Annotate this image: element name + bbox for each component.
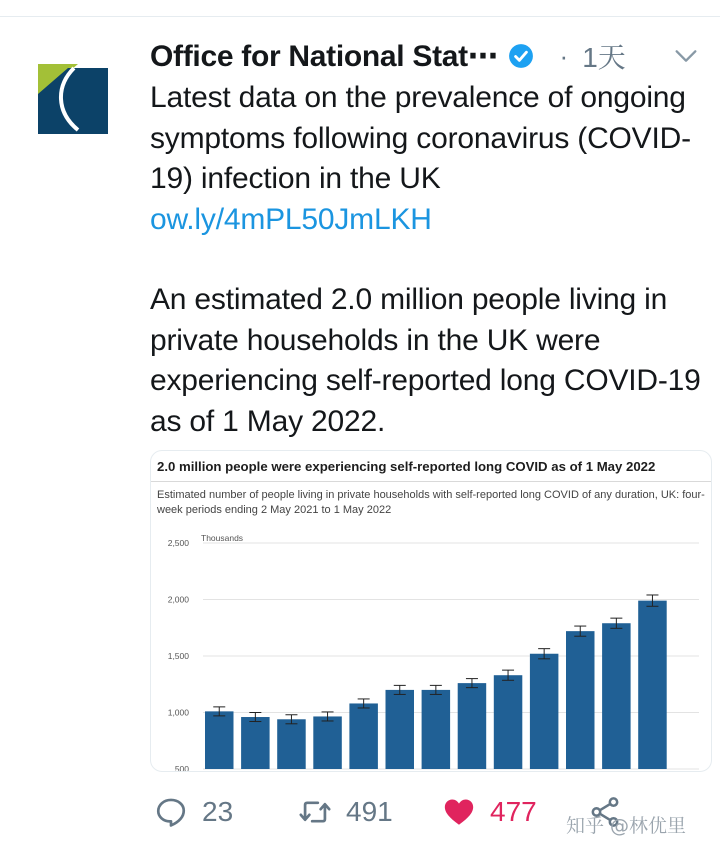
like-button[interactable] bbox=[442, 790, 537, 834]
bar bbox=[386, 690, 415, 769]
bar bbox=[458, 683, 487, 769]
y-tick-label: 1,500 bbox=[167, 651, 189, 661]
y-tick-label: 500 bbox=[174, 764, 189, 771]
y-unit-label: Thousands bbox=[201, 533, 244, 543]
bar bbox=[566, 631, 595, 769]
tweet-text bbox=[150, 78, 715, 442]
ons-logo-avatar[interactable] bbox=[38, 64, 108, 134]
heart-icon bbox=[442, 795, 476, 829]
separator-dot: · bbox=[559, 40, 569, 71]
reply-button[interactable] bbox=[154, 790, 233, 834]
chevron-down-icon[interactable] bbox=[672, 42, 700, 70]
tweet-link[interactable]: ow.ly/4mPL50JmLKH bbox=[150, 202, 432, 236]
like-count: 477 bbox=[490, 796, 537, 827]
bar bbox=[602, 623, 631, 769]
chart-subtitle: Estimated number of people living in private households with self-reported long COVID of any duration, UK: four-week periods ending 2 May 2021 to 1 May 2022 bbox=[157, 489, 705, 516]
bar bbox=[313, 716, 342, 769]
bar bbox=[530, 654, 559, 769]
y-tick-label: 1,000 bbox=[167, 707, 189, 718]
tweet-time[interactable]: 1天 bbox=[582, 42, 626, 73]
bar bbox=[422, 690, 451, 769]
author-name[interactable]: Office for National Stat⋯ bbox=[150, 39, 498, 73]
y-tick-label: 2,000 bbox=[167, 594, 189, 605]
bar bbox=[277, 719, 306, 769]
tweet-intro-text: Latest data on the prevalence of ongoing symptoms following coronavirus (COVID-19) infection in the UK bbox=[150, 81, 691, 195]
tweet-paragraph-body: An estimated 2.0 million people living in private households in the UK were experiencing self-reported long COVID-19 as of 1 May 2022. bbox=[150, 283, 701, 438]
reply-icon bbox=[154, 795, 188, 829]
retweet-icon bbox=[298, 795, 332, 829]
zhihu-watermark: 知乎 @林优里 bbox=[566, 815, 687, 837]
retweet-count: 491 bbox=[346, 796, 393, 827]
chart-title: 2.0 million people were experiencing self-reported long COVID as of 1 May 2022 bbox=[157, 459, 656, 474]
retweet-button[interactable] bbox=[298, 790, 393, 834]
tweet-paragraph-intro bbox=[150, 78, 715, 240]
bar-chart bbox=[151, 451, 711, 771]
bar bbox=[205, 711, 234, 769]
bar bbox=[638, 601, 667, 769]
reply-count: 23 bbox=[202, 796, 234, 827]
top-divider bbox=[0, 16, 720, 17]
bar bbox=[349, 703, 378, 769]
verified-badge-icon bbox=[508, 43, 534, 69]
bar bbox=[241, 717, 270, 769]
bar bbox=[494, 675, 523, 769]
tweet-header bbox=[150, 36, 710, 76]
y-tick-label: 2,500 bbox=[167, 538, 189, 548]
chart-image-card[interactable] bbox=[150, 450, 712, 772]
